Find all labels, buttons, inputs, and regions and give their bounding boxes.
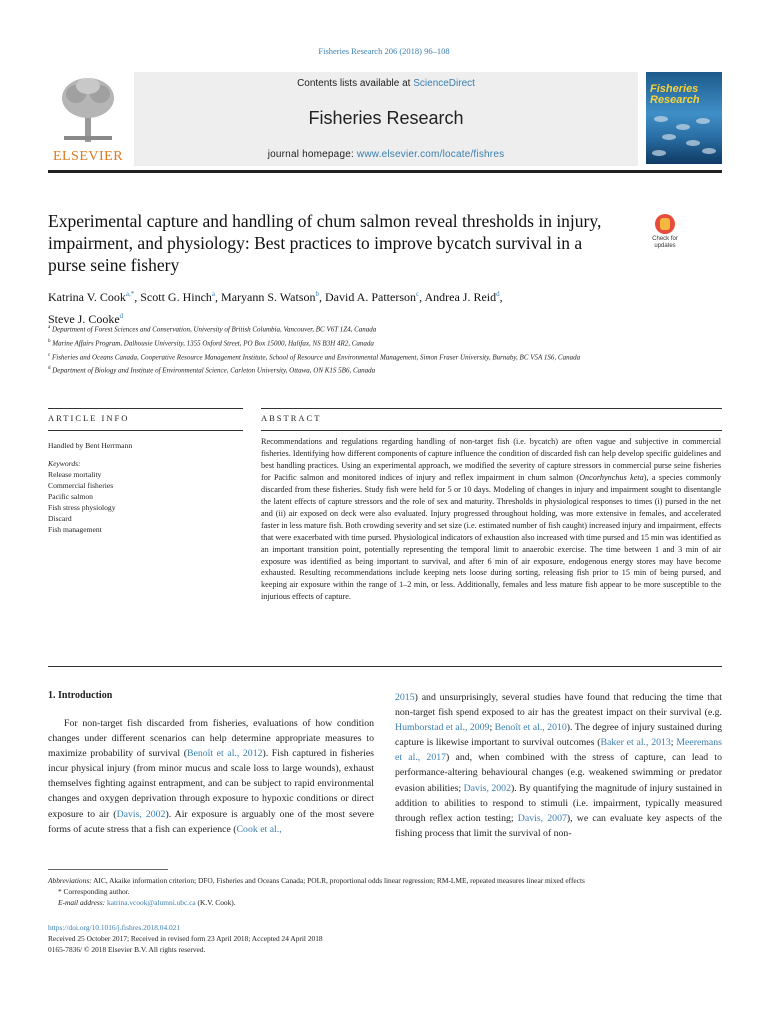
header-rule (48, 170, 722, 173)
handling-editor: Handled by Bent Herrmann (48, 441, 133, 450)
citation-link[interactable]: Cook et al., (236, 823, 282, 835)
author-affil-mark[interactable]: d (496, 290, 500, 298)
footnote-rule (48, 869, 168, 870)
abstract-end-rule (48, 666, 722, 667)
journal-cover-image (646, 72, 722, 164)
contents-line (134, 78, 638, 89)
homepage-label: journal homepage: (267, 149, 357, 160)
keyword-item: Fish management (48, 525, 102, 534)
cover-title-line-2: Research (650, 94, 700, 106)
intro-column-1: For non-target fish discarded from fisheries, evaluations of how condition changes under different scenarios can help determine appropriate measures to maximize probability of survival (Benoît et al., 2012). Fish captured in fisheries incur physical injury (from minor mucus and scale loss to large wounds), exhaust themselves fighting against entrapment, and can be subject to rapid environmental changes and oxygen deprivation through exposure to hypoxic conditions or direct exposure to air (Davis, 2002). Air exposure is arguably one of the most severe forms of acute stress that a fish can experience (Cook et al., (48, 718, 374, 835)
article-info-panel (48, 440, 243, 535)
received-dates: Received 25 October 2017; Received in revised form 23 April 2018; Accepted 24 April 2018 (48, 934, 323, 943)
author-affil-mark[interactable]: b (315, 290, 320, 298)
email-link[interactable]: katrina.vcook@alumni.ubc.ca (107, 898, 196, 907)
affiliations (48, 322, 648, 377)
author-name[interactable]: Andrea J. Reid (424, 290, 497, 304)
citation-link[interactable]: Davis, 2002 (463, 782, 511, 794)
citation-link[interactable]: Baker et al., 2013 (600, 737, 671, 749)
elsevier-logo (48, 74, 128, 162)
article-info-heading: ARTICLE INFO (48, 413, 130, 423)
check-for-updates-badge[interactable] (648, 214, 682, 254)
affiliation-item: $^b$ Marine Affairs Program, Dalhousie University, 1355 Oxford Street, PO Box 15000, Halifax, NS B3H 4R2, Canada (48, 338, 374, 348)
article-metadata-footer (48, 922, 722, 955)
citation-link[interactable]: Benoît et al., 2010 (494, 722, 567, 734)
citation-link[interactable]: Davis, 2002 (116, 808, 166, 820)
article-info-top-rule (48, 408, 243, 409)
author-affil-mark[interactable]: d (119, 312, 124, 320)
publisher-name: ELSEVIER (52, 149, 124, 164)
citation-link[interactable]: Humborstad et al., 2009 (395, 722, 490, 734)
footnotes (48, 875, 722, 908)
homepage-link[interactable]: www.elsevier.com/locate/fishres (356, 149, 505, 160)
abstract-top-rule (261, 408, 722, 409)
keyword-item: Commercial fisheries (48, 481, 114, 490)
species-name: Oncorhynchus keta (579, 472, 644, 482)
keyword-item: Pacific salmon (48, 492, 93, 501)
affiliation-item: $^c$ Fisheries and Oceans Canada, Cooperative Resource Management Institute, School of Resource and Environmental Management, Simon Fraser University, Burnaby, BC V5A 1S6, Canada (48, 352, 581, 361)
article-info-bottom-rule (48, 430, 243, 431)
contents-prefix: Contents lists available at (297, 78, 414, 89)
check-updates-text: Check for updates (652, 236, 678, 249)
section-heading-introduction: 1. Introduction (48, 690, 113, 701)
cover-title-line-1: Fisheries (650, 83, 699, 95)
abstract-text: Recommendations and regulations regarding handling of non-target fish (i.e. bycatch) are often vague and subjective in commercial fisheries. Identifying how different components of capture influence the condition of discarded fish can help develop specific guidelines and best handling practices. Using an experimental approach, we modified the severity of capture stressors in commercial purse seine fisheries for Pacific salmon and monitored indices of injury and reflex impairment in chum salmon (Oncorhynchus keta), a species commonly discarded from these fisheries. Study fish were held for 5 or 10 days. Modeling of changes in injury and impairment sought to disentangle the latent effects of capture stressors and the role of sex and maturity. Thresholds in physiological responses to times (i) pursed in the net and (ii) air exposed on deck were also evaluated. Injury progressed throughout holding, was more extensive in females, and accelerated faster in less mature fish. Both crowding severity and set size (i.e. estimated number of fish caught) increased injury and impairment, effects that were exacerbated with time pursed. Physiological indicators of exhaustion also increased with time pursed and 15 min was identified as an important transition point, potentially representing the temporal limit to anaerobic exercise. The time between 1 and 3 min of air exposure was identified as being important to survival, and after 6 min of air exposure, endogenous energy stores may have become exhausted. Resulting recommendations include keeping nets loose during sorting, releasing fish prior to 15 min of being pursed, and keeping air exposure within the range of 1–2 min, or less. Additionally, females and less mature fish appear to be more susceptible to the injurious effects of capture. (261, 437, 721, 602)
author-name[interactable]: Katrina V. Cook (48, 290, 126, 304)
corresponding-author-note: * Corresponding author. (58, 887, 130, 896)
intro-column-2: 2015) and unsurprisingly, several studies have found that reducing the time that non-target fish spend exposed to air has the greatest impact on their survival (e.g. Humborstad et al., 2009; Benoît et al., 2010). The degree of injury sustained during capture is likewise important to survival outcomes (Baker et al., 2013; Meeremans et al., 2017) and, when combined with the stress of capture, can lead to performance-altering behavioural changes (e.g. weakened swimming or predator evasion abilities; Davis, 2002). By quantifying the magnitude of injury sustained in addition to abilities to respond to stimuli (i.e. impairment, typically measured through reflex action testing; Davis, 2007), we can evaluate key aspects of the fishing process that limit the survival of non- (395, 692, 723, 839)
affiliation-item: $^a$ Department of Forest Sciences and Conservation, University of British Columbia, Vancouver, BC V6T 1Z4, Canada (48, 325, 377, 334)
author-list: Katrina V. Cook$^{a,*}$, Scott G. Hinch$^a$, Maryann S. Watson$^b$, David A. Patterson$^c$, Andrea J. Reid$^d$, Steve J. Cooke$^d$ (48, 290, 503, 326)
elsevier-tree-icon (58, 74, 118, 144)
abstract-bottom-rule (261, 430, 722, 431)
citation-link[interactable]: 2015 (395, 692, 415, 703)
author-affil-mark[interactable]: a,* (125, 290, 135, 298)
cover-title (650, 84, 700, 106)
keywords-label: Keywords: (48, 459, 81, 468)
email-note: E-mail address: katrina.vcook@alumni.ubc.ca (K.V. Cook). (58, 898, 236, 907)
keyword-item: Discard (48, 514, 72, 523)
article-title: Experimental capture and handling of chum salmon reveal thresholds in injury, impairment, and physiology: Best practices to improve bycatch survival in a purse seine fishery (48, 211, 602, 275)
doi-link[interactable]: https://doi.org/10.1016/j.fishres.2018.04.021 (48, 923, 181, 932)
journal-title: Fisheries Research (308, 108, 464, 128)
keyword-item: Release mortality (48, 470, 102, 479)
sciencedirect-link[interactable]: ScienceDirect (413, 78, 475, 89)
citation-link[interactable]: Meeremans et al., 2017 (395, 737, 722, 764)
citation-link[interactable]: Benoît et al., 2012 (186, 748, 263, 760)
author-affil-mark[interactable]: a (211, 290, 216, 298)
abbreviations-note: Abbreviations: AIC, Akaike information criterion; DFO, Fisheries and Oceans Canada; POLR, proportional odds linear regression; RM-LME, repeated measures linear mixed effects (48, 876, 585, 885)
keyword-item: Fish stress physiology (48, 503, 116, 512)
author-name[interactable]: Maryann S. Watson (221, 290, 316, 304)
author-name[interactable]: Scott G. Hinch (140, 290, 212, 304)
journal-reference[interactable]: Fisheries Research 206 (2018) 96–108 (318, 46, 450, 56)
affiliation-item: $^d$ Department of Biology and Institute of Environmental Science, Carleton University, Ottawa, ON K1S 5B6, Canada (48, 366, 376, 375)
citation-link[interactable]: Davis, 2007 (517, 812, 567, 824)
journal-homepage (134, 149, 638, 160)
author-affil-mark[interactable]: c (416, 290, 420, 298)
author-name[interactable]: David A. Patterson (325, 290, 417, 304)
author-name[interactable]: Steve J. Cooke (48, 312, 120, 326)
copyright-line: 0165-7836/ © 2018 Elsevier B.V. All rights reserved. (48, 945, 206, 954)
abstract-heading: ABSTRACT (261, 413, 322, 423)
